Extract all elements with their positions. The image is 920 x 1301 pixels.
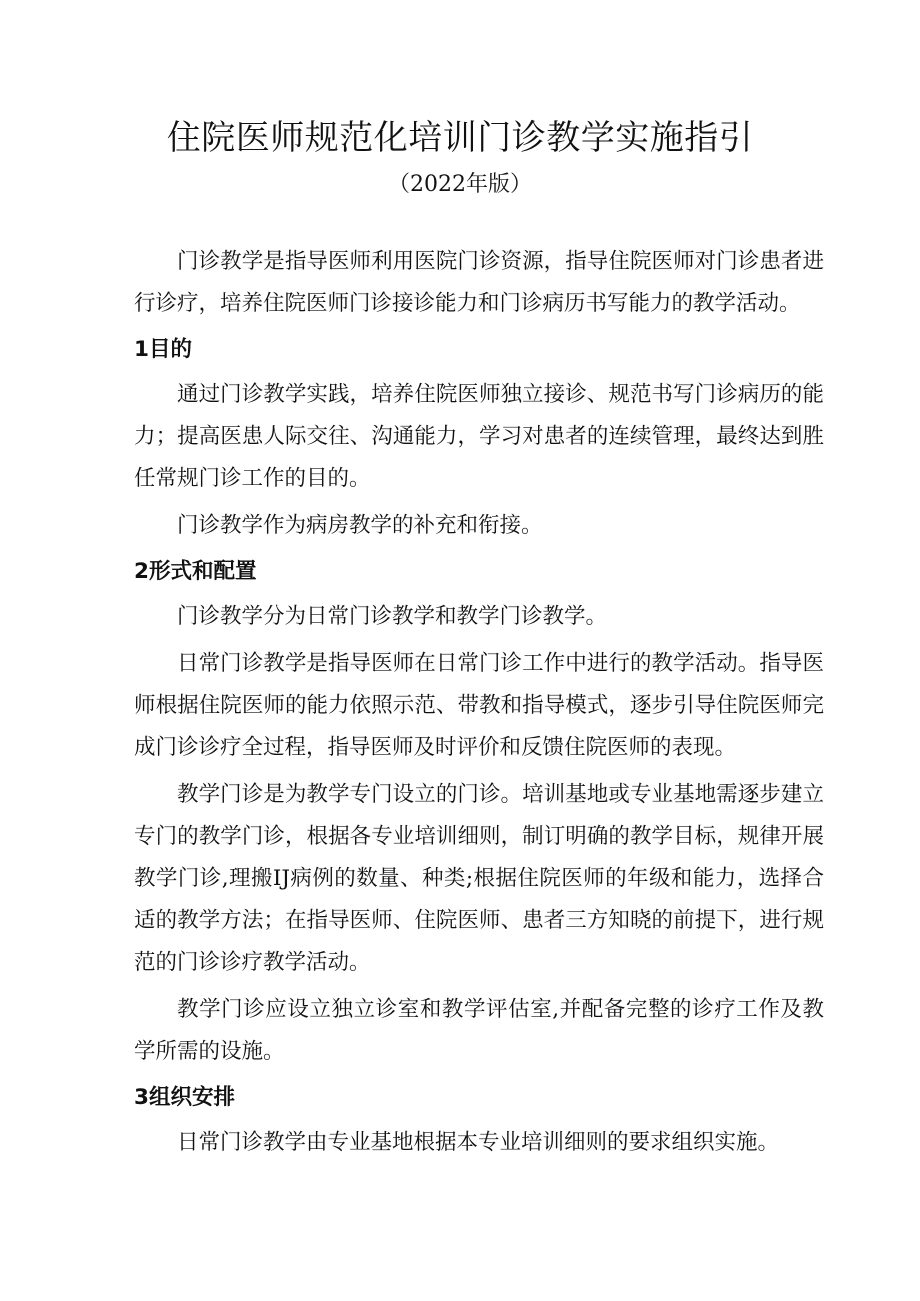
section-heading-form-config: 2形式和配置 [134,559,257,584]
organization-paragraph-1: 日常门诊教学由专业基地根据本专业培训细则的要求组织实施。 [177,1130,780,1155]
purpose-paragraph-2: 门诊教学作为病房教学的补充和衔接。 [177,513,543,538]
form-paragraph-3: 教学门诊是为教学专门设立的门诊。培训基地或专业基地需逐步建立专门的教学门诊，根据各专业培训细则，制订明确的教学目标，规律开展教学门诊,理搬IJ病例的数量、种类;根据住院医师的年级和能力，选择合适的教学方法；在指导医师、住院医师、患者三方知晓的前提下，进行规范的门诊诊疗教学活动。 [134,782,824,975]
intro-paragraph: 门诊教学是指导医师利用医院门诊资源，指导住院医师对门诊患者进行诊疗，培养住院医师门诊接诊能力和门诊病历书写能力的教学活动。 [134,249,824,316]
document-title: 住院医师规范化培训门诊教学实施指引 [166,118,754,158]
section-heading-organization: 3组织安排 [134,1085,235,1110]
document-subtitle: （2022年版） [388,172,532,197]
document-body [134,241,824,1164]
form-paragraph-2: 日常门诊教学是指导医师在日常门诊工作中进行的教学活动。指导医师根据住院医师的能力依照示范、带教和指导模式，逐步引导住院医师完成门诊诊疗全过程，指导医师及时评价和反馈住院医师的表现。 [134,651,824,760]
form-paragraph-1: 门诊教学分为日常门诊教学和教学门诊教学。 [177,604,608,629]
section-heading-purpose: 1目的 [134,337,192,362]
purpose-paragraph-1: 通过门诊教学实践，培养住院医师独立接诊、规范书写门诊病历的能力；提高医患人际交往、沟通能力，学习对患者的连续管理，最终达到胜任常规门诊工作的目的。 [134,382,824,491]
form-paragraph-4: 教学门诊应设立独立诊室和教学评估室,并配备完整的诊疗工作及教学所需的设施。 [134,997,824,1064]
